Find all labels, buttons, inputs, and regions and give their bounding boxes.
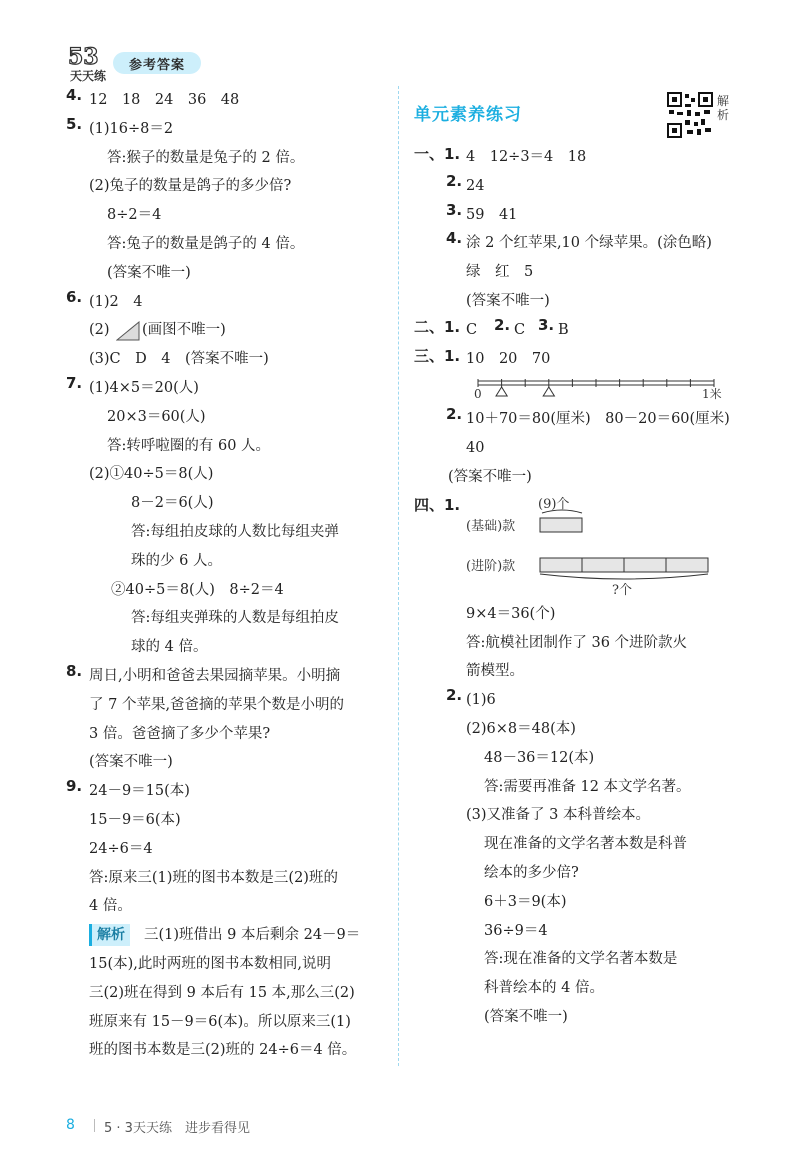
svg-text:53: 53: [68, 44, 99, 70]
unit-practice-title: 单元素养练习: [414, 105, 522, 125]
top-count-label: (9)个: [538, 496, 570, 512]
section-1: 一、1. 4 12÷3＝4 18: [414, 145, 587, 165]
qr-code-icon[interactable]: [667, 92, 713, 138]
question-5: 5. (1)16÷8＝2: [66, 114, 174, 137]
question-7: 7. (1)4×5＝20(人): [66, 373, 199, 396]
qr-analysis-label: 解析: [717, 94, 730, 122]
meter-ruler: [414, 373, 744, 405]
section-4-diagram: 四、1. (9)个 (基础)款 (进阶)款 ?个: [414, 492, 744, 600]
question-8: 8. 周日,小明和爸爸去果园摘苹果。小明摘: [66, 661, 341, 684]
ruler-end-label: 1米: [702, 387, 722, 402]
bottom-count-label: ?个: [612, 582, 632, 598]
ruler-start-label: 0: [474, 387, 482, 402]
question-6: 6. (1)2 4: [66, 287, 143, 310]
column-divider: [398, 86, 399, 1066]
brand-logo: [66, 42, 118, 86]
analysis-block: 解析 三(1)班借出 9 本后剩余 24－9＝: [66, 921, 396, 950]
question-4: 4. 12 18 24 36 48: [66, 86, 240, 108]
section-2: 二、1. C 2. C 3. B: [414, 315, 569, 338]
marker-10cm: [496, 387, 507, 396]
marker-20cm: [543, 387, 554, 396]
analysis-tag: 解析: [89, 924, 130, 946]
svg-text:天天练: 天天练: [70, 69, 107, 83]
basic-label: (基础)款: [466, 518, 516, 534]
basic-bar: [540, 518, 582, 532]
question-9: 9. 24－9＝15(本): [66, 777, 190, 800]
answer-key-tag: 参考答案: [113, 52, 201, 74]
footer-slogan: 5 · 3天天练 进步看得见: [104, 1121, 250, 1136]
left-column: 4. 12 18 24 36 48 5. (1)16÷8＝2 答:猴子的数量是兔子的 2 倍。 (2)兔子的数量是鸽子的多少倍? 8÷2＝4 答:兔子的数量是鸽子的 4 倍。 (答案不唯一) 6. (1)2 4 (2) (画图不唯一) (3)C D 4 (答案不唯一) 7. (1)4×5＝20(人) 20×3＝60(人) 答:转呼啦圈的有 60 人。 (2)①40÷5＝8(人) 8－2＝6(人) 答:每组拍皮球的人数比每组夹弹 珠的少 6 人。 ②40÷5＝8(人) 8÷2＝4 答:每组夹弹珠的人数是每组拍皮 球的 4 倍。 8. 周日,小明和爸爸去果园摘苹果。小明摘 了 7 个苹果,爸爸摘的苹果个数是小明的 3 倍。爸爸摘了多少个苹果? (答案不唯一) 9. 24－9＝15(本) 15－9＝6(本) 24÷6＝4 答:原来三(1)班的图书本数是三(2)班的 4 倍。 解析 三(1)班借出 9 本后剩余 24－9＝ 15(本),此时两班的图书本数相同,说明 三(2)班在得到 9 本后有 15 本,那么三(2) 班原来有 15－9＝6(本)。所以原来三(1) 班的图书本数是三(2)班的 24÷6＝4 倍。: [66, 86, 396, 1065]
footer-separator: [94, 1119, 95, 1132]
page-number: 8: [66, 1117, 75, 1133]
triangle-drawing-icon: [116, 321, 140, 341]
section-3: 三、1. 10 20 70: [414, 346, 551, 367]
right-column: 一、1. 4 12÷3＝4 18 2. 24 3. 59 41 4. 涂 2 个红苹果,10 个绿苹果。(涂色略) 绿 红 5 (答案不唯一) 二、1. C 2. C 3. B 三、1. 10 20 70 0 1米 2. 10＋70＝80(厘米) 80－20＝60(厘米) 40 (答案不唯一) 四、1. (9)个 (基础)款 (进阶)款 ?个 9×4＝36(个) 答:航模社团制作了 36 个进阶款火 箭模型。 2. (1)6 (2)6×8＝48(本) 48－36＝12(本) 答:需要再准备 12 本文学名著。 (3)又准备了 3 本科普绘本。 现在准备的文学名著本数是科普 绘本的多少倍? 6＋3＝9(本) 36÷9＝4 答:现在准备的文学名著本数是 科普绘本的 4 倍。 (答案不唯一): [414, 143, 744, 1032]
advanced-label: (进阶)款: [466, 558, 516, 574]
